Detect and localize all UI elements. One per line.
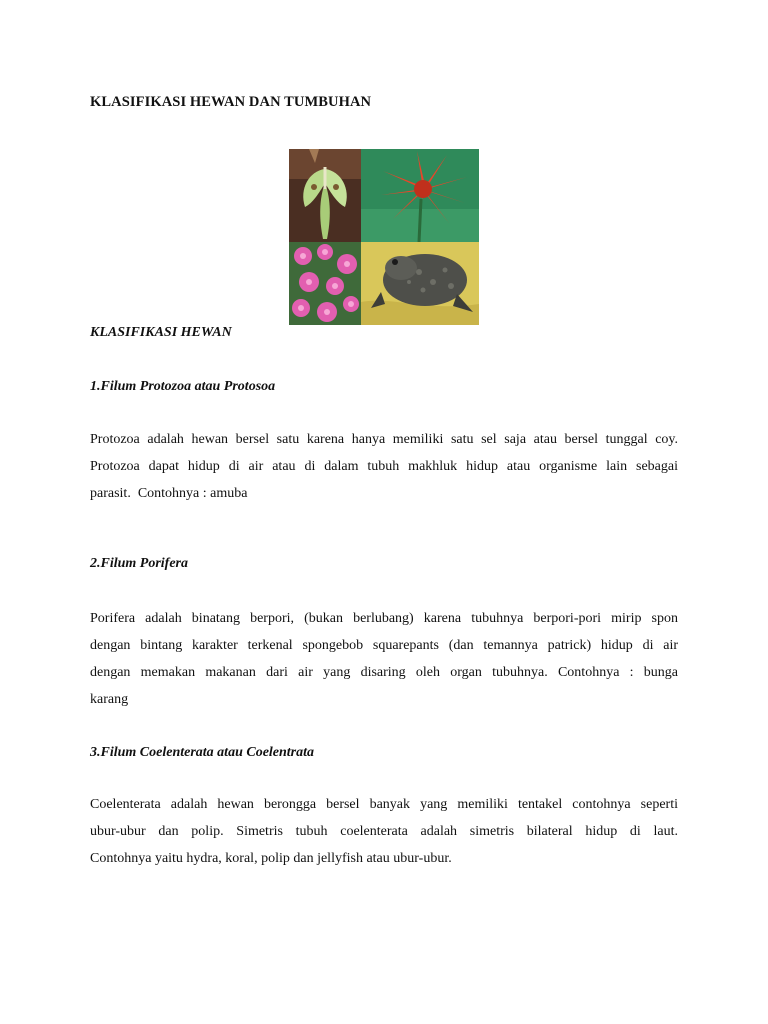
paragraph-line: parasit. Contohnya : amuba xyxy=(90,486,248,501)
paragraph-line: Porifera adalah binatang berpori, (bukan berlubang) karena tubuhnya berpori-pori mirip spon xyxy=(90,611,678,626)
paragraph-protozoa xyxy=(90,426,678,507)
phylum-title-coelenterata: 3.Filum Coelenterata atau Coelentrata xyxy=(90,745,315,760)
paragraph-line: ubur-ubur dan polip. Simetris tubuh coelenterata adalah simetris bilateral hidup di laut. xyxy=(90,824,678,839)
paragraph-line: dengan bintang karakter terkenal spongebob squarepants (dan temannya patrick) hidup di air xyxy=(90,638,678,653)
document-title: KLASIFIKASI HEWAN DAN TUMBUHAN xyxy=(90,94,372,110)
paragraph-coelenterata xyxy=(90,791,678,872)
paragraph-line: karang xyxy=(90,692,129,707)
animals-plants-collage xyxy=(289,149,479,325)
paragraph-line: Protozoa dapat hidup di air atau di dalam tubuh makhluk hidup atau organisme lain sebagai xyxy=(90,459,678,474)
toad-icon xyxy=(361,242,479,325)
paragraph-line: Protozoa adalah hewan bersel satu karena hanya memiliki satu sel saja atau bersel tunggal coy. xyxy=(90,432,678,447)
flower-icon xyxy=(361,149,479,242)
pink-flowers-icon xyxy=(289,242,361,325)
phylum-title-protozoa: 1.Filum Protozoa atau Protosoa xyxy=(90,379,276,394)
paragraph-line: Contohnya yaitu hydra, koral, polip dan jellyfish atau ubur-ubur. xyxy=(90,851,452,866)
paragraph-porifera xyxy=(90,605,678,713)
phylum-title-porifera: 2.Filum Porifera xyxy=(90,556,189,571)
paragraph-line: Coelenterata adalah hewan berongga bersel banyak yang memiliki tentakel contohnya seperti xyxy=(90,797,678,812)
moth-icon xyxy=(289,149,361,242)
paragraph-line: dengan memakan makanan dari air yang disaring oleh organ tubuhnya. Contohnya : bunga xyxy=(90,665,678,680)
section-heading-klasifikasi-hewan: KLASIFIKASI HEWAN xyxy=(90,325,232,340)
